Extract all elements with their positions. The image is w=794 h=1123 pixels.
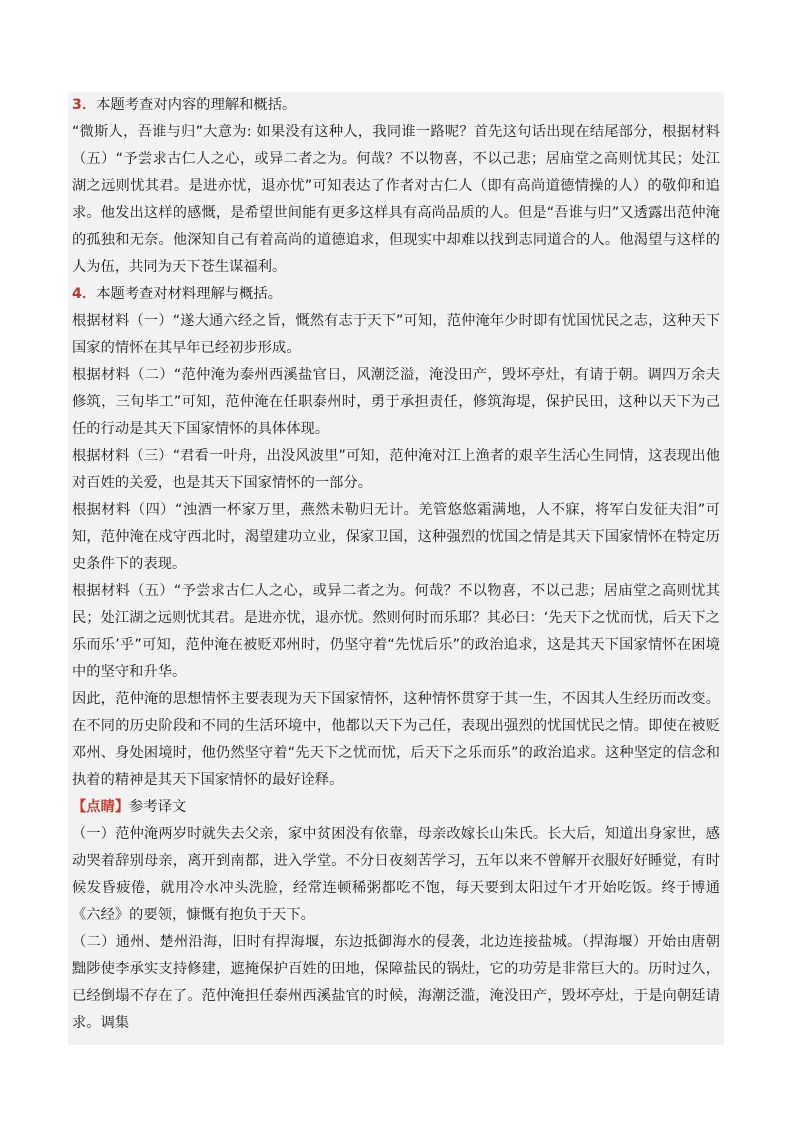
answer-paragraph: 根据材料（三）“君看一叶舟，出没风波里”可知，范仲淹对江上渔者的艰辛生活心生同情，这表现出他对百姓的关爱，也是其天下国家情怀的一部分。 — [72, 448, 720, 491]
answer-paragraph: “微斯人，吾谁与归”大意为: 如果没有这种人，我同谁一路呢？首先这句话出现在结尾部分，根据材料（五）“予尝求古仁人之心，或异二者之为。何哉？不以物喜，不以己悲；居庙堂之高则忧其民；处江湖之远则忧其君。是进亦忧，退亦忧”可知表达了作者对古仁人（即有高尚道德情操的人）的敬仰和追求。他发出这样的感慨，是希望世间能有更多这样具有高尚品质的人。但是“吾谁与归”又透露出范仲淹的孤独和无奈。他深知自己有着高尚的道德追求，但现实中却难以找到志同道合的人。他渴望与这样的人为伍，共同为天下苍生谋福利。 — [72, 124, 720, 275]
question-4-heading — [72, 281, 720, 308]
question-heading-text: 本题考查对材料理解与概括。 — [96, 286, 283, 302]
document-body — [68, 92, 724, 1045]
answer-paragraph: 根据材料（二）“范仲淹为泰州西溪盐官日，风潮泛溢，淹没田产，毁坏亭灶，有请于朝。调四万余夫修筑，三旬毕工”可知，范仲淹在任职泰州时，勇于承担责任，修筑海堤，保护民田，这种以天下为己任的行动是其天下国家情怀的具体体现。 — [72, 367, 720, 437]
dianjing-tag: 【点睛】 — [72, 799, 130, 815]
question-number: 3． — [72, 97, 97, 113]
answer-paragraph: 根据材料（四）“浊酒一杯家万里，燕然未勒归无计。羌管悠悠霜满地，人不寐，将军白发征夫泪”可知，范仲淹在戍守西北时，渴望建功立业，保家卫国，这种强烈的忧国之情是其天下国家情怀在特定历史条件下的表现。 — [72, 502, 720, 572]
answer-paragraph: 根据材料（一）“遂大通六经之旨，慨然有志于天下”可知，范仲淹年少时即有忧国忧民之志，这种天下国家的情怀在其早年已经初步形成。 — [72, 313, 720, 356]
question-number: 4． — [72, 286, 97, 302]
translation-paragraph: （一）范仲淹两岁时就失去父亲，家中贫困没有依靠，母亲改嫁长山朱氏。长大后，知道出身家世，感动哭着辞别母亲，离开到南都，进入学堂。不分日夜刻苦学习，五年以来不曾解开衣服好好睡觉，有时候发昏疲倦，就用冷水冲头洗脸，经常连顿稀粥都吃不饱，每天要到太阳过午才开始吃饭。终于博通《六经》的要领，慷慨有抱负于天下。 — [72, 826, 720, 923]
dianjing-heading — [72, 794, 720, 821]
dianjing-title: 参考译文 — [129, 799, 187, 815]
question-3-heading — [72, 92, 720, 119]
answer-paragraph: 根据材料（五）“予尝求古仁人之心，或异二者之为。何哉？不以物喜，不以己悲；居庙堂之高则忧其民；处江湖之远则忧其君。是进亦忧，退亦忧。然则何时而乐耶？其必曰：‘先天下之忧而忧，后天下之乐而乐’乎”可知，范仲淹在被贬邓州时，仍坚守着“先忧后乐”的政治追求，这是其天下国家情怀在困境中的坚守和升华。 — [72, 583, 720, 680]
translation-paragraph: （二）通州、楚州沿海，旧时有捍海堰，东边抵御海水的侵袭，北边连接盐城。（捍海堰）开始由唐朝黜陟使李承实支持修建，遮掩保护百姓的田地，保障盐民的锅灶，它的功劳是非常巨大的。历时过久，已经倒塌不存在了。范仲淹担任泰州西溪盐官的时候，海潮泛滥，淹没田产，毁坏亭灶，于是向朝廷请求。调集 — [72, 934, 720, 1031]
answer-paragraph: 因此，范仲淹的思想情怀主要表现为天下国家情怀，这种情怀贯穿于其一生，不因其人生经历而改变。在不同的历史阶段和不同的生活环境中，他都以天下为己任，表现出强烈的忧国忧民之情。即使在被贬邓州、身处困境时，他仍然坚守着“先天下之忧而忧，后天下之乐而乐”的政治追求。这种坚定的信念和执着的精神是其天下国家情怀的最好诠释。 — [72, 691, 720, 788]
question-heading-text: 本题考查对内容的理解和概括。 — [96, 97, 297, 113]
